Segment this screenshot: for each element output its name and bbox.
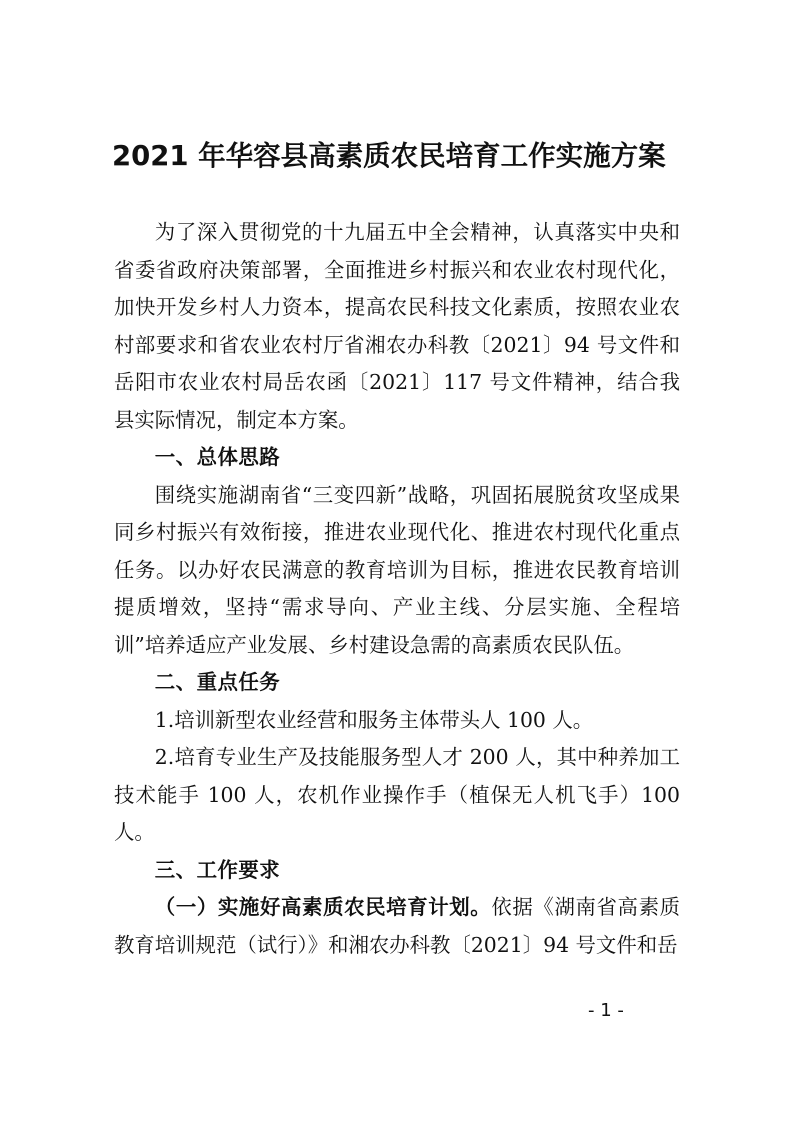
intro-paragraph: 为了深入贯彻党的十九届五中全会精神，认真落实中央和省委省政府决策部署，全面推进乡村振兴和农业农村现代化，加快开发乡村人力资本，提高农民科技文化素质，按照农业农村部要求和省农业农村厅省湘农办科教〔2021〕94 号文件和岳阳市农业农村局岳农函〔2021〕117 号文件精神，结合我县实际情况，制定本方案。 (114, 220, 680, 432)
document-title: 2021 年华容县高素质农民培育工作实施方案 (112, 140, 666, 172)
work-requirements-paragraph (114, 889, 680, 964)
page-number: - 1 - (588, 1000, 624, 1021)
subsection-title: （一）实施好高素质农民培育计划。 (154, 895, 492, 919)
subsection-text: 依据《湖南省高素质教育培训规范（试行）》和湘农办科教〔2021〕94 号文件和岳 (114, 895, 681, 957)
key-task-1-paragraph: 1.培训新型农业经营和服务主体带头人 100 人。 (154, 707, 594, 732)
section-heading-work-requirements: 三、工作要求 (154, 857, 281, 882)
section-heading-key-tasks: 二、重点任务 (154, 670, 281, 694)
section-heading-overall-approach: 一、总体思路 (154, 445, 281, 469)
key-task-2-paragraph: 2.培育专业生产及技能服务型人才 200 人，其中种养加工技术能手 100 人，农机作业操作手（植保无人机飞手）100 人。 (114, 745, 680, 844)
document-body (114, 214, 680, 964)
overall-approach-paragraph: 围绕实施湖南省“三变四新”战略，巩固拓展脱贫攻坚成果同乡村振兴有效衔接，推进农业现代化、推进农村现代化重点任务。以办好农民满意的教育培训为目标，推进农民教育培训提质增效，坚持“需求导向、产业主线、分层实施、全程培训”培养适应产业发展、乡村建设急需的高素质农民队伍。 (114, 482, 680, 657)
